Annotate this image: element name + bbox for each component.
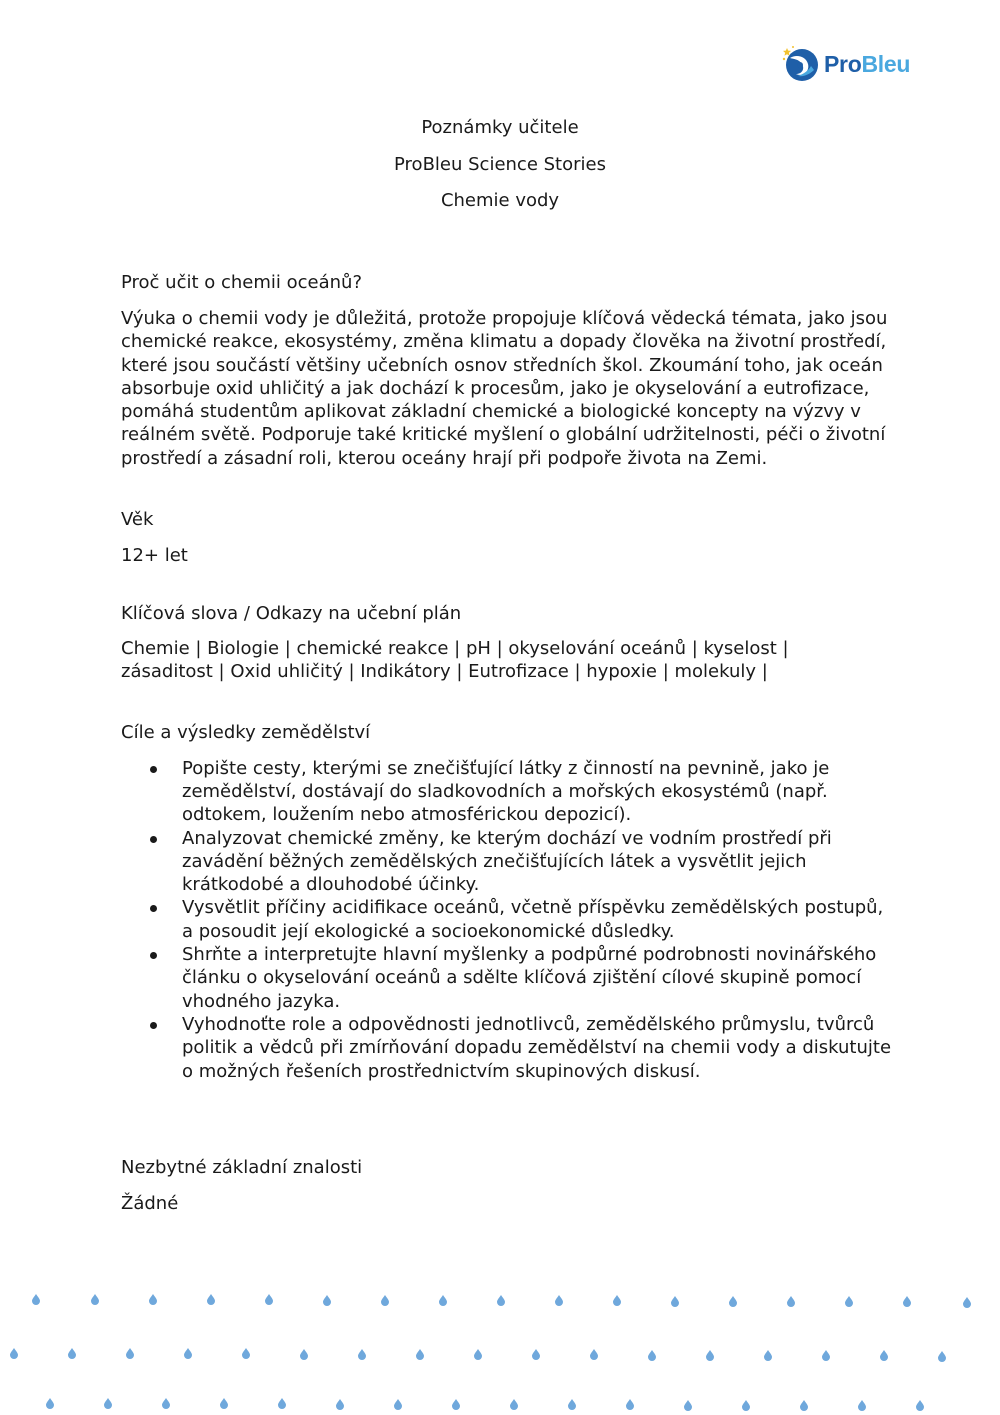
probleu-logo bbox=[780, 44, 930, 84]
section-heading-age: Věk bbox=[121, 509, 154, 531]
drop-icon bbox=[358, 1349, 366, 1360]
drop-icon bbox=[242, 1348, 250, 1359]
probleu-logo-icon bbox=[780, 44, 820, 84]
section-heading-prereq: Nezbytné základní znalosti bbox=[121, 1156, 363, 1178]
drop-icon bbox=[568, 1399, 576, 1410]
drop-icon bbox=[613, 1295, 621, 1306]
drop-icon bbox=[91, 1294, 99, 1305]
drop-icon bbox=[394, 1399, 402, 1410]
drop-icon bbox=[963, 1297, 971, 1308]
drop-icon bbox=[278, 1398, 286, 1409]
drop-icon bbox=[671, 1296, 679, 1307]
document-header bbox=[0, 118, 1000, 228]
drop-icon bbox=[474, 1349, 482, 1360]
section-heading-why: Proč učit o chemii oceánů? bbox=[121, 272, 363, 293]
drop-icon bbox=[938, 1351, 946, 1362]
drop-icon bbox=[381, 1295, 389, 1306]
drop-icon bbox=[626, 1399, 634, 1410]
keywords-line-2: zásaditost | Oxid uhličitý | Indikátory | Eutrofizace | hypoxie | molekuly | bbox=[121, 661, 768, 683]
drop-icon bbox=[336, 1399, 344, 1410]
drop-icon bbox=[880, 1350, 888, 1361]
goals-list bbox=[121, 757, 891, 1083]
drop-icon bbox=[104, 1398, 112, 1409]
why-paragraph: Výuka o chemii vody je důležitá, protože propojuje klíčová vědecká témata, jako jsou chemické reakce, ekosystémy, změna klimatu a dopady člověka na životní prostředí, které jsou součástí většiny učebních osnov středních škol. Zkoumání toho, jak oceán absorbuje oxid uhličitý a jak dochází k procesům, jako je okyselování a eutrofizace, pomáhá studentům aplikovat základní chemické a biologické koncepty na výzvy v reálném světě. Podporuje také kritické myšlení o globální udržitelnosti, péči o životní prostředí a zásadní roli, kterou oceány hrají při podpoře života na Zemi. bbox=[121, 308, 888, 469]
drop-icon bbox=[590, 1349, 598, 1360]
drop-icon bbox=[300, 1349, 308, 1360]
drop-icon bbox=[416, 1349, 424, 1360]
header-topic: Chemie vody bbox=[440, 190, 560, 211]
drop-icon bbox=[10, 1348, 18, 1359]
drop-icon bbox=[184, 1348, 192, 1359]
header-series: ProBleu Science Stories bbox=[394, 153, 606, 175]
water-drop-pattern bbox=[0, 1280, 1000, 1415]
drop-icon bbox=[220, 1398, 228, 1409]
drop-icon bbox=[706, 1350, 714, 1361]
section-heading-keywords: Klíčová slova / Odkazy na učební plán bbox=[121, 603, 462, 625]
keywords-line-1: Chemie | Biologie | chemické reakce | pH | okyselování oceánů | kyselost | bbox=[121, 638, 789, 660]
drop-icon bbox=[916, 1400, 924, 1411]
age-value: 12+ let bbox=[121, 545, 188, 567]
drop-icon bbox=[497, 1295, 505, 1306]
drop-icon bbox=[742, 1400, 750, 1411]
list-item: Vysvětlit příčiny acidifikace oceánů, včetně příspěvku zemědělských postupů, a posoudit její ekologické a socioekonomické důsledky. bbox=[121, 896, 891, 943]
drop-icon bbox=[764, 1350, 772, 1361]
document-body bbox=[121, 272, 891, 1214]
drop-icon bbox=[903, 1296, 911, 1307]
drop-icon bbox=[684, 1400, 692, 1411]
drop-icon bbox=[532, 1349, 540, 1360]
drop-icon bbox=[510, 1399, 518, 1410]
drop-icon bbox=[845, 1296, 853, 1307]
drop-icon bbox=[729, 1296, 737, 1307]
drop-icon bbox=[822, 1350, 830, 1361]
list-item: Vyhodnoťte role a odpovědnosti jednotlivců, zemědělského průmyslu, tvůrců politik a vědců při zmírňování dopadu zemědělství na chemii vody a diskutujte o možných řešeních prostřednictvím skupinových diskusí. bbox=[121, 1013, 891, 1083]
header-title: Poznámky učitele bbox=[421, 117, 579, 138]
drop-icon bbox=[323, 1295, 331, 1306]
list-item: Shrňte a interpretujte hlavní myšlenky a podpůrné podrobnosti novinářského článku o okyselování oceánů a sdělte klíčová zjištění cílové skupině pomocí vhodného jazyka. bbox=[121, 943, 891, 1013]
drop-icon bbox=[858, 1400, 866, 1411]
list-item: Popište cesty, kterými se znečišťující látky z činností na pevnině, jako je zemědělství, dostávají do sladkovodních a mořských ekosystémů (např. odtokem, loužením nebo atmosférickou depozicí). bbox=[121, 757, 891, 827]
drop-icon bbox=[68, 1348, 76, 1359]
drop-icon bbox=[162, 1398, 170, 1409]
drop-icon bbox=[787, 1296, 795, 1307]
drop-icon bbox=[46, 1398, 54, 1409]
drop-icon bbox=[439, 1295, 447, 1306]
section-heading-goals: Cíle a výsledky zemědělství bbox=[121, 721, 371, 743]
drop-icon bbox=[149, 1294, 157, 1305]
prereq-value: Žádné bbox=[121, 1192, 179, 1214]
drop-icon bbox=[452, 1399, 460, 1410]
list-item: Analyzovat chemické změny, ke kterým dochází ve vodním prostředí při zavádění běžných zemědělských znečišťujících látek a vysvětlit jejich krátkodobé a dlouhodobé účinky. bbox=[121, 827, 891, 897]
drop-icon bbox=[265, 1294, 273, 1305]
drop-icon bbox=[648, 1350, 656, 1361]
drop-icon bbox=[207, 1294, 215, 1305]
drop-icon bbox=[126, 1348, 134, 1359]
drop-icon bbox=[32, 1294, 40, 1305]
drop-icon bbox=[800, 1400, 808, 1411]
drop-icon bbox=[555, 1295, 563, 1306]
logo-wordmark: ProBleu bbox=[824, 50, 911, 77]
